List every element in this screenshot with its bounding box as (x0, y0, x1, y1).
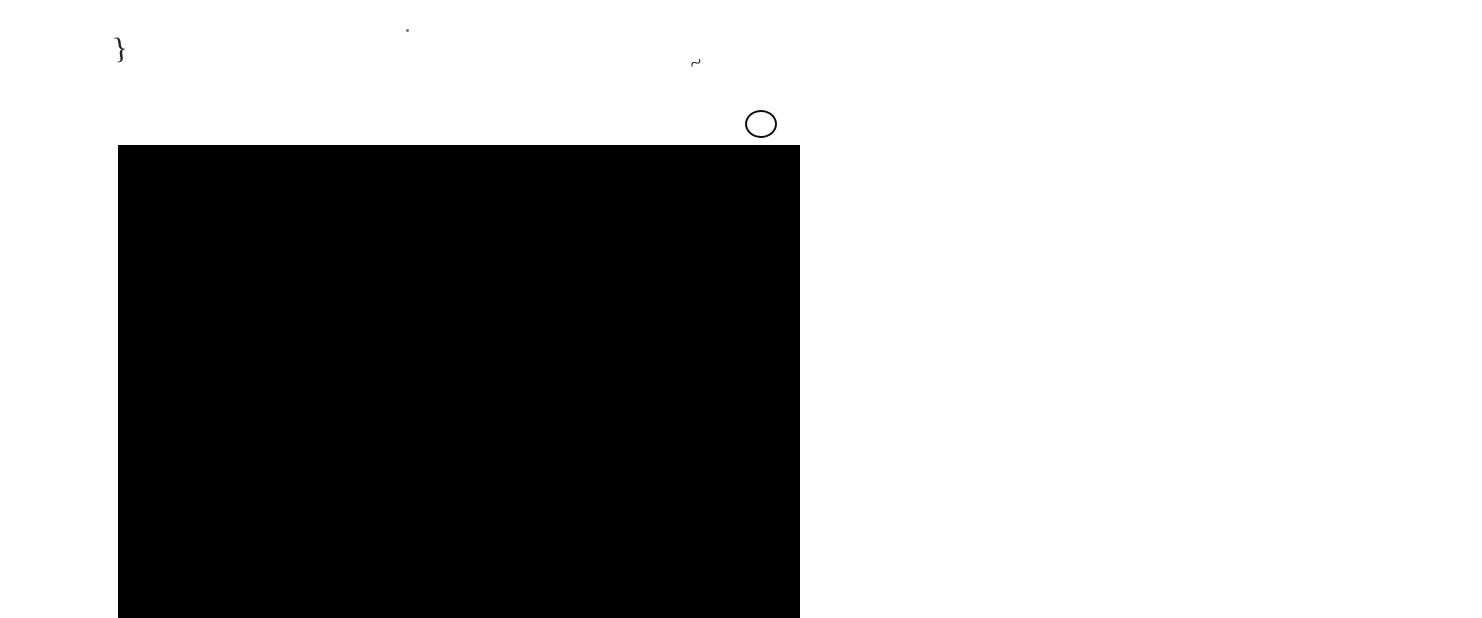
paragraph-text: Section Three. The Property Owner hereby agrees, for itself, and its heirs, grantees, successors, assigns, transferees and any other owner, occupant, lessee, possessor or user of the Property or the holder of any portion thereof or interest therein, that the groundwater under the Property shall not be used as a potable supply of water. (944, 147, 997, 617)
paragraph-section-two (890, 147, 930, 617)
paragraph-section-five (1132, 147, 1186, 617)
section-lead: Section Five. (1131, 147, 1144, 213)
punch-hole-top (745, 110, 777, 138)
paragraph-exhibit-b (810, 147, 877, 617)
section-heading: Future Improvement of Property (1131, 212, 1144, 373)
paragraph-section-three (944, 147, 998, 617)
paragraph-text: Section Two. Property Owner represents and warrants it is the current owner of the Property and has the authority to record this ELUC on the chain of title for the Property with the Office of the Recorder or Registrar of Titles in Will County, Illinois. (890, 147, 930, 617)
scan-mark-left: } (110, 31, 130, 66)
inverted-text-region (118, 145, 1225, 618)
paragraph-text: Section Four. This ELUC is binding on the Property Owner, its heirs, grantees, successors, assigns, transferees and any other owner, occupant, lessee, possessor or user of the Property or the holder of any portion thereof or interest therein. This ELUC shall apply in perpetuity against the Property and shall not be released until the IEPA determines there is no longer a need for this ELUC as an institutional control; or until the IEPA, upon written request, issues a new no further remediation determination approving modification or removal of the limitation(s) or requirement(s), and until a release or modification of the land use limitation or requirement is filed on the chain of title for the Property. (1011, 147, 1117, 617)
document-body (810, 147, 1239, 617)
scan-dot (406, 29, 409, 32)
paragraph-section-four (1011, 147, 1118, 617)
scan-mark-right: ~ (685, 48, 707, 77)
paragraph-text: : This ELUC does not limit Property Owner or its successors' or assigns' ability to construct on or otherwise improve the Property or to allow others to use the Property. Property Owner reserves the right to remove contaminated groundwater from the Property and to dispose of it as is appropriate under applicable laws. (1131, 147, 1184, 617)
paragraph-section-six (1199, 147, 1226, 617)
paragraph-text: Section Six. The effective date of this ELUC shall be the date that it is officially recorded in the chain of title for the Property to which the ELUC applies. (1198, 147, 1225, 617)
rotated-text-frame (800, 145, 1482, 618)
paragraph-text: Attached as Exhibit B are site maps that show the legal boundary of the Property, any physical features to which the ELUC applies, the horizontal and vertical extent of the contaminants of concern above the applicable remediation objectives for groundwater and the nature, location of the source, and direction of movement of the contaminants of concern, as required under 35 Ill. Adm. Code 742. (810, 147, 876, 617)
